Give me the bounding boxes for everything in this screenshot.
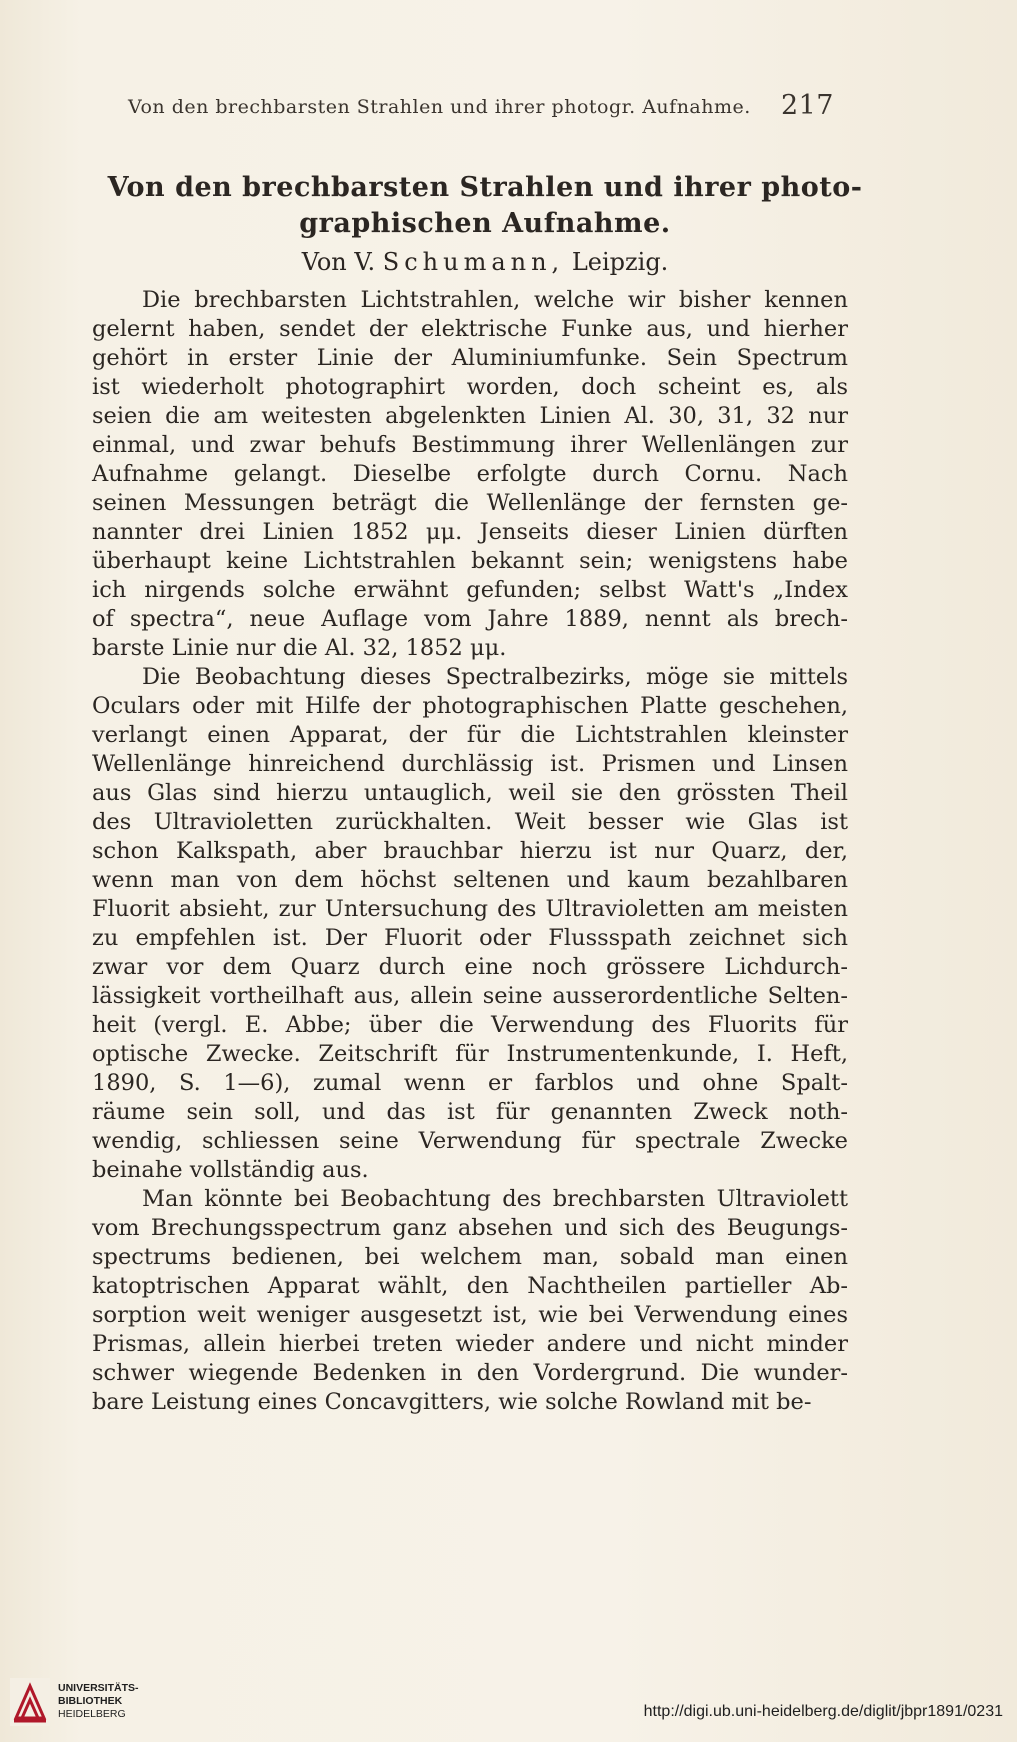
body-text [92, 286, 848, 1417]
body-line: Fluorit absieht, zur Untersuchung des Ultravioletten am meisten [92, 896, 848, 922]
article-title-line-2: graphischen Aufnahme. [299, 208, 671, 239]
body-line: Man könnte bei Beobachtung des brechbarsten Ultraviolett [142, 1186, 848, 1212]
body-line: bare Leistung eines Concavgitters, wie solche Rowland mit be- [92, 1389, 812, 1415]
body-line: Aufnahme gelangt. Dieselbe erfolgte durch Cornu. Nach [92, 461, 848, 487]
body-line: gehört in erster Linie der Aluminiumfunke. Sein Spectrum [92, 345, 848, 371]
body-line: vom Brechungsspectrum ganz absehen und sich des Beugungs- [92, 1215, 848, 1241]
body-line: Prismas, allein hierbei treten wieder andere und nicht minder [92, 1331, 848, 1357]
author-place: Leipzig. [571, 248, 669, 276]
body-line: Die brechbarsten Lichtstrahlen, welche wir bisher kennen [142, 287, 848, 313]
body-line: seien die am weitesten abgelenkten Linien Al. 30, 31, 32 nur [92, 403, 848, 429]
library-logo[interactable] [10, 1678, 170, 1738]
library-emblem-icon [10, 1678, 50, 1726]
body-line: überhaupt keine Lichtstrahlen bekannt sein; wenigstens habe [92, 548, 848, 574]
body-line: spectrums bedienen, bei welchem man, sobald man einen [92, 1244, 848, 1270]
body-line: aus Glas sind hierzu untauglich, weil sie den grössten Theil [92, 780, 848, 806]
body-line: schwer wiegende Bedenken in den Vordergrund. Die wunder- [92, 1360, 848, 1386]
body-line: Oculars oder mit Hilfe der photographischen Platte geschehen, [92, 693, 848, 719]
body-line: nannter drei Linien 1852 μμ. Jenseits dieser Linien dürften [92, 519, 848, 545]
article-title [100, 170, 870, 242]
author-name: Schumann, [382, 248, 565, 276]
body-line: optische Zwecke. Zeitschrift für Instrumentenkunde, I. Heft, [92, 1041, 848, 1067]
body-line: des Ultravioletten zurückhalten. Weit besser wie Glas ist [92, 809, 848, 835]
body-line: of spectra“, neue Auflage vom Jahre 1889, nennt als brech- [92, 606, 848, 632]
body-line: beinahe vollständig aus. [92, 1157, 369, 1183]
library-name-line-2: BIBLIOTHEK [58, 1695, 123, 1707]
body-line: räume sein soll, und das ist für genannten Zweck noth- [92, 1099, 848, 1125]
body-line: sorption weit weniger ausgesetzt ist, wie bei Verwendung eines [92, 1302, 848, 1328]
article-title-line-1: Von den brechbarsten Strahlen und ihrer photo- [107, 172, 863, 203]
body-line: lässigkeit vortheilhaft aus, allein seine ausserordentliche Selten- [92, 983, 848, 1009]
body-line: schon Kalkspath, aber brauchbar hierzu ist nur Quarz, der, [92, 838, 848, 864]
body-line: gelernt haben, sendet der elektrische Funke aus, und hierher [92, 316, 848, 342]
running-head [128, 90, 834, 121]
running-head-text: Von den brechbarsten Strahlen und ihrer photogr. Aufnahme. [128, 96, 751, 118]
body-line: heit (vergl. E. Abbe; über die Verwendung des Fluorits für [92, 1012, 848, 1038]
library-name-line-1: UNIVERSITÄTS- [58, 1682, 139, 1694]
body-line: barste Linie nur die Al. 32, 1852 μμ. [92, 635, 507, 661]
body-line: 1890, S. 1—6), zumal wenn er farblos und ohne Spalt- [92, 1070, 848, 1096]
body-line: katoptrischen Apparat wählt, den Nachtheilen partieller Ab- [92, 1273, 848, 1299]
body-line: seinen Messungen beträgt die Wellenlänge der fernsten ge- [92, 490, 848, 516]
author-prefix: Von V. [301, 248, 376, 276]
body-line: zu empfehlen ist. Der Fluorit oder Flussspath zeichnet sich [92, 925, 848, 951]
body-line: ist wiederholt photographirt worden, doch scheint es, als [92, 374, 848, 400]
body-line: Die Beobachtung dieses Spectralbezirks, möge sie mittels [142, 664, 848, 690]
library-name-line-3: HEIDELBERG [58, 1708, 126, 1720]
body-line: ich nirgends solche erwähnt gefunden; selbst Watt's „Index [92, 577, 848, 603]
body-line: verlangt einen Apparat, der für die Lichtstrahlen kleinster [92, 722, 848, 748]
body-line: Wellenlänge hinreichend durchlässig ist. Prismen und Linsen [92, 751, 848, 777]
body-line: wenn man von dem höchst seltenen und kaum bezahlbaren [92, 867, 848, 893]
body-line: wendig, schliessen seine Verwendung für spectrale Zwecke [92, 1128, 848, 1154]
page-number: 217 [780, 90, 834, 121]
source-url-link[interactable]: http://digi.ub.uni-heidelberg.de/diglit/jbpr1891/0231 [643, 1703, 1003, 1720]
body-line: einmal, und zwar behufs Bestimmung ihrer Wellenlängen zur [92, 432, 848, 458]
author-line [100, 248, 870, 276]
library-name [58, 1682, 139, 1721]
body-line: zwar vor dem Quarz durch eine noch grössere Lichdurch- [92, 954, 848, 980]
